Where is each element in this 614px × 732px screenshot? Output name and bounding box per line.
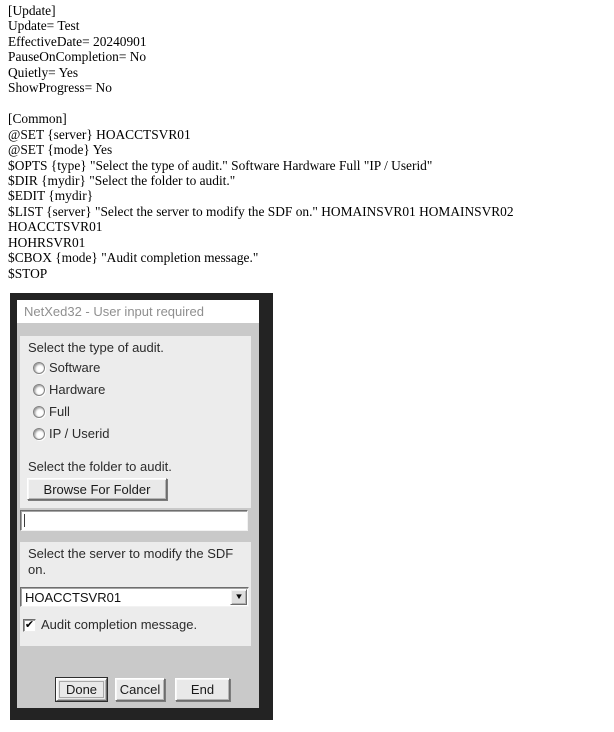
script-text-line: $OPTS {type} "Select the type of audit." Software Hardware Full "IP / Userid": [8, 157, 433, 173]
script-text-line: $EDIT {mydir}: [8, 188, 94, 204]
folder-path-input[interactable]: [20, 510, 248, 531]
script-text-line: $DIR {mydir} "Select the folder to audit.": [8, 172, 236, 188]
radio-option-row[interactable]: [33, 361, 100, 375]
radio-button-icon[interactable]: [33, 362, 45, 374]
script-text-line: ShowProgress= No: [8, 80, 112, 96]
end-button[interactable]: End: [175, 678, 230, 701]
server-combobox[interactable]: [20, 587, 249, 607]
completion-check-row[interactable]: [23, 617, 197, 633]
dialog-titlebar[interactable]: [17, 300, 259, 323]
check-icon: ✔: [24, 618, 35, 631]
script-text-line: [8, 96, 608, 111]
script-text-line: $LIST {server} "Select the server to modify the SDF on." HOMAINSVR01 HOMAINSVR02 HOACCTSVR01: [8, 203, 517, 235]
script-text-line: Quietly= Yes: [8, 64, 79, 80]
script-text-line: $STOP: [8, 265, 48, 281]
dialog-title: NetXed32 - User input required: [24, 304, 204, 319]
browse-for-folder-button[interactable]: Browse For Folder: [27, 478, 167, 500]
script-text-line: $CBOX {mode} "Audit completion message.": [8, 250, 259, 266]
script-text-line: [Common]: [8, 111, 67, 127]
dialog-window: [10, 293, 273, 720]
radio-option-row[interactable]: [33, 427, 109, 441]
completion-label: Audit completion message.: [41, 617, 198, 632]
script-text: [8, 3, 608, 281]
radio-option-row[interactable]: [33, 405, 70, 419]
script-text-line: HOHRSVR01: [8, 234, 86, 250]
radio-button-icon[interactable]: [33, 406, 45, 418]
server-panel: [20, 542, 251, 646]
completion-checkbox[interactable]: [23, 619, 36, 632]
combo-dropdown-button[interactable]: [230, 589, 247, 605]
script-text-line: EffectiveDate= 20240901: [8, 33, 147, 49]
script-text-line: @SET {server} HOACCTSVR01: [8, 126, 191, 142]
done-button[interactable]: [56, 678, 107, 701]
done-button-label: Done: [65, 682, 98, 697]
text-caret: [24, 514, 25, 527]
server-combobox-value: HOACCTSVR01: [25, 589, 122, 605]
chevron-down-icon: ▼: [233, 592, 244, 601]
radio-option-label: Full: [49, 404, 70, 419]
radio-button-icon[interactable]: [33, 384, 45, 396]
script-text-line: @SET {mode} Yes: [8, 142, 113, 158]
dialog-body: [17, 323, 259, 708]
script-text-line: Update= Test: [8, 18, 80, 34]
script-text-line: PauseOnCompletion= No: [8, 49, 147, 65]
audit-type-label: Select the type of audit.: [28, 340, 164, 355]
folder-label: Select the folder to audit.: [28, 459, 172, 474]
cancel-button[interactable]: Cancel: [115, 678, 165, 701]
radio-option-label: Hardware: [49, 382, 106, 397]
radio-option-label: IP / Userid: [49, 426, 110, 441]
radio-option-row[interactable]: [33, 383, 105, 397]
radio-option-label: Software: [49, 360, 101, 375]
script-text-line: [Update]: [8, 3, 56, 18]
audit-type-panel: [20, 336, 251, 508]
radio-button-icon[interactable]: [33, 428, 45, 440]
server-label: Select the server to modify the SDF on.: [28, 546, 237, 577]
